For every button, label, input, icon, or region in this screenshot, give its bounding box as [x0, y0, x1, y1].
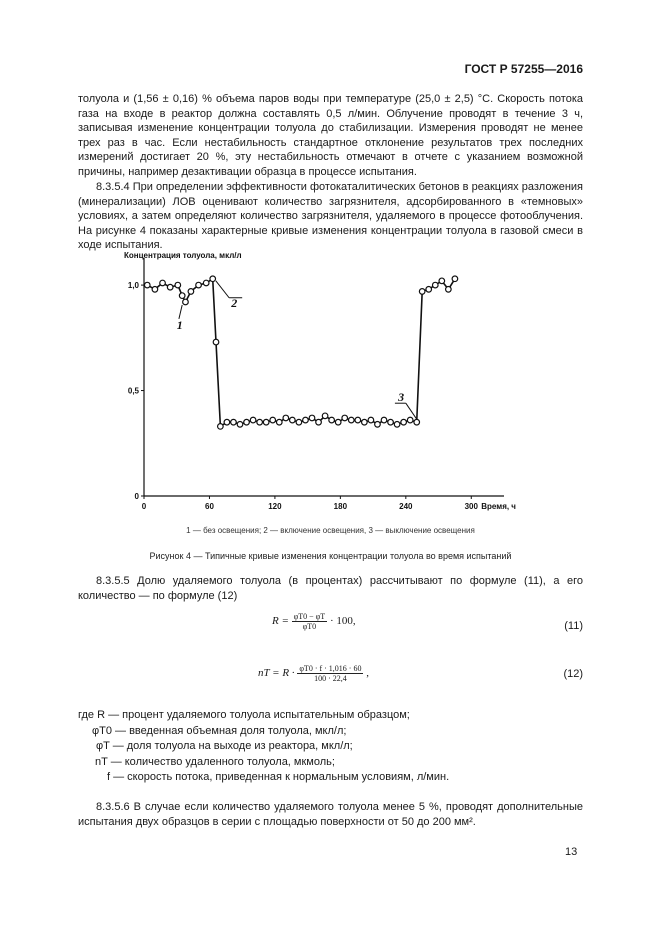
data-point	[160, 280, 166, 286]
paragraph-text: 8.3.5.4 При определении эффективности фотокаталитических бетонов в реакциях разложения (минерализации) ЛОВ оценивают количество загрязнителя, адсорбированного в «темновых» условиях, а затем определяют количество загрязнителя, удаляемого в процессе фотооблучения. На рисунке 4 показаны характерные кривые изменения концентрации толуола в газовой смеси в ходе испытания.	[78, 181, 583, 252]
data-point	[152, 287, 158, 293]
data-point	[348, 417, 354, 423]
data-point	[237, 421, 243, 427]
data-point	[414, 419, 420, 425]
x-tick-label: 60	[205, 502, 214, 511]
formula-12-number: (12)	[563, 668, 583, 680]
data-point	[368, 417, 374, 423]
formula-denominator: φT0	[302, 622, 317, 631]
paragraph-8-3-5-4	[78, 180, 583, 253]
formula-tail: · 100,	[329, 615, 356, 628]
series-line	[147, 279, 455, 427]
data-point	[355, 417, 361, 423]
marker-3: 3	[398, 390, 405, 405]
data-point	[316, 419, 322, 425]
formula-denominator: 100 · 22,4	[314, 674, 347, 683]
definition-line: φT0 — введенная объемная доля толуола, мкл/л;	[92, 724, 347, 737]
data-point	[394, 421, 400, 427]
data-point	[419, 289, 425, 295]
data-point	[244, 419, 250, 425]
data-point	[175, 282, 181, 288]
page-number: 13	[565, 846, 578, 858]
data-point	[188, 289, 194, 295]
marker-2: 2	[231, 296, 238, 311]
data-point	[203, 280, 209, 286]
x-tick-label: 0	[141, 502, 147, 511]
toluene-concentration-chart	[110, 244, 530, 519]
definition-line: φT — доля толуола на выходе из реактора, мкл/л;	[96, 740, 353, 752]
marker-leader	[406, 403, 417, 419]
paragraph-8-3-5-5	[78, 574, 583, 603]
data-point	[144, 282, 150, 288]
y-tick-label: 0	[134, 492, 139, 501]
formula-numerator: φT0 · f · 1,016 · 60	[299, 664, 362, 673]
data-point	[401, 419, 407, 425]
data-point	[329, 417, 335, 423]
paragraph-continuation	[78, 92, 583, 180]
formula-fraction	[297, 664, 363, 683]
formula-12	[258, 664, 369, 683]
symbol-definitions	[78, 708, 449, 786]
x-tick-label: 120	[268, 502, 282, 511]
marker-leader	[216, 281, 229, 298]
data-point	[381, 417, 387, 423]
x-tick-label: 180	[333, 502, 348, 511]
data-point	[196, 282, 202, 288]
data-point	[296, 419, 302, 425]
data-point	[167, 284, 173, 290]
formula-numerator: φT0 − φT	[293, 612, 326, 621]
data-point	[231, 419, 237, 425]
data-point	[446, 287, 452, 293]
formula-11-number: (11)	[564, 620, 583, 632]
figure-caption: Рисунок 4 — Типичные кривые изменения концентрации толуола во время испытаний	[149, 551, 512, 561]
data-point	[283, 415, 289, 421]
data-point	[218, 424, 224, 430]
data-point	[303, 417, 309, 423]
paragraph-8-3-5-6	[78, 800, 583, 829]
data-point	[309, 415, 315, 421]
definition-line: nT — количество удаленного толуола, мкмоль;	[95, 755, 335, 768]
data-point	[362, 419, 368, 425]
data-point	[257, 419, 263, 425]
data-point	[276, 419, 282, 425]
data-point	[342, 415, 348, 421]
data-point	[439, 278, 445, 284]
data-point	[213, 339, 219, 345]
data-point	[426, 287, 432, 293]
data-point	[179, 293, 185, 299]
data-point	[335, 419, 341, 425]
x-tick-label: 300	[464, 502, 478, 511]
formula-lhs: nT = R ·	[258, 667, 295, 680]
data-point	[290, 417, 296, 423]
y-axis-title: Концентрация толуола, мкл/л	[124, 251, 242, 260]
data-point	[452, 276, 458, 282]
paragraph-text: толуола и (1,56 ± 0,16) % объема паров воды при температуре (25,0 ± 2,5) °С. Скорость потока газа на входе в реактор должна составлять 0,5 л/мин. Облучение проводят в течение 3 ч, записывая изменение концентрации толуола до стабилизации. Измерения проводят не менее трех раз в час. Если нестабильность стандартное отклонение результатов трех последних измерений достигает 20 %, эту нестабильность отмечают в отчете с указанием возможной причины, например дезактивации образца в процессе испытания.	[78, 93, 583, 178]
data-point	[183, 299, 189, 305]
data-point	[224, 419, 230, 425]
formula-11	[272, 612, 356, 631]
marker-1: 1	[176, 317, 183, 332]
data-point	[388, 419, 394, 425]
y-tick-label: 0,5	[127, 386, 139, 396]
data-point	[322, 413, 328, 419]
formula-tail: ,	[366, 667, 369, 680]
y-tick-label: 1,0	[127, 281, 139, 291]
paragraph-text: 8.3.5.6 В случае если количество удаляемого толуола менее 5 %, проводят дополнительные испытания двух образцов в серии с площадью поверхности от 50 до 200 мм².	[78, 801, 583, 828]
x-tick-label: 240	[399, 502, 413, 511]
data-point	[250, 417, 256, 423]
data-point	[375, 421, 381, 427]
data-point	[407, 417, 413, 423]
data-point	[263, 419, 269, 425]
definition-line: где R — процент удаляемого толуола испытательным образцом;	[78, 709, 410, 721]
definition-line: f — скорость потока, приведенная к нормальным условиям, л/мин.	[107, 771, 450, 783]
formula-fraction	[292, 612, 328, 631]
x-axis-title: Время, ч	[481, 502, 516, 511]
data-point	[210, 276, 216, 282]
paragraph-text: 8.3.5.5 Долю удаляемого толуола (в процентах) рассчитывают по формуле (11), а его количество — по формуле (12)	[78, 575, 583, 602]
marker-leader	[179, 305, 182, 319]
standard-number: ГОСТ Р 57255—2016	[464, 62, 583, 76]
figure-legend: 1 — без освещения; 2 — включение освещения, 3 — выключение освещения	[186, 526, 475, 535]
formula-lhs: R =	[272, 615, 289, 628]
data-point	[270, 417, 276, 423]
data-point	[432, 282, 438, 288]
